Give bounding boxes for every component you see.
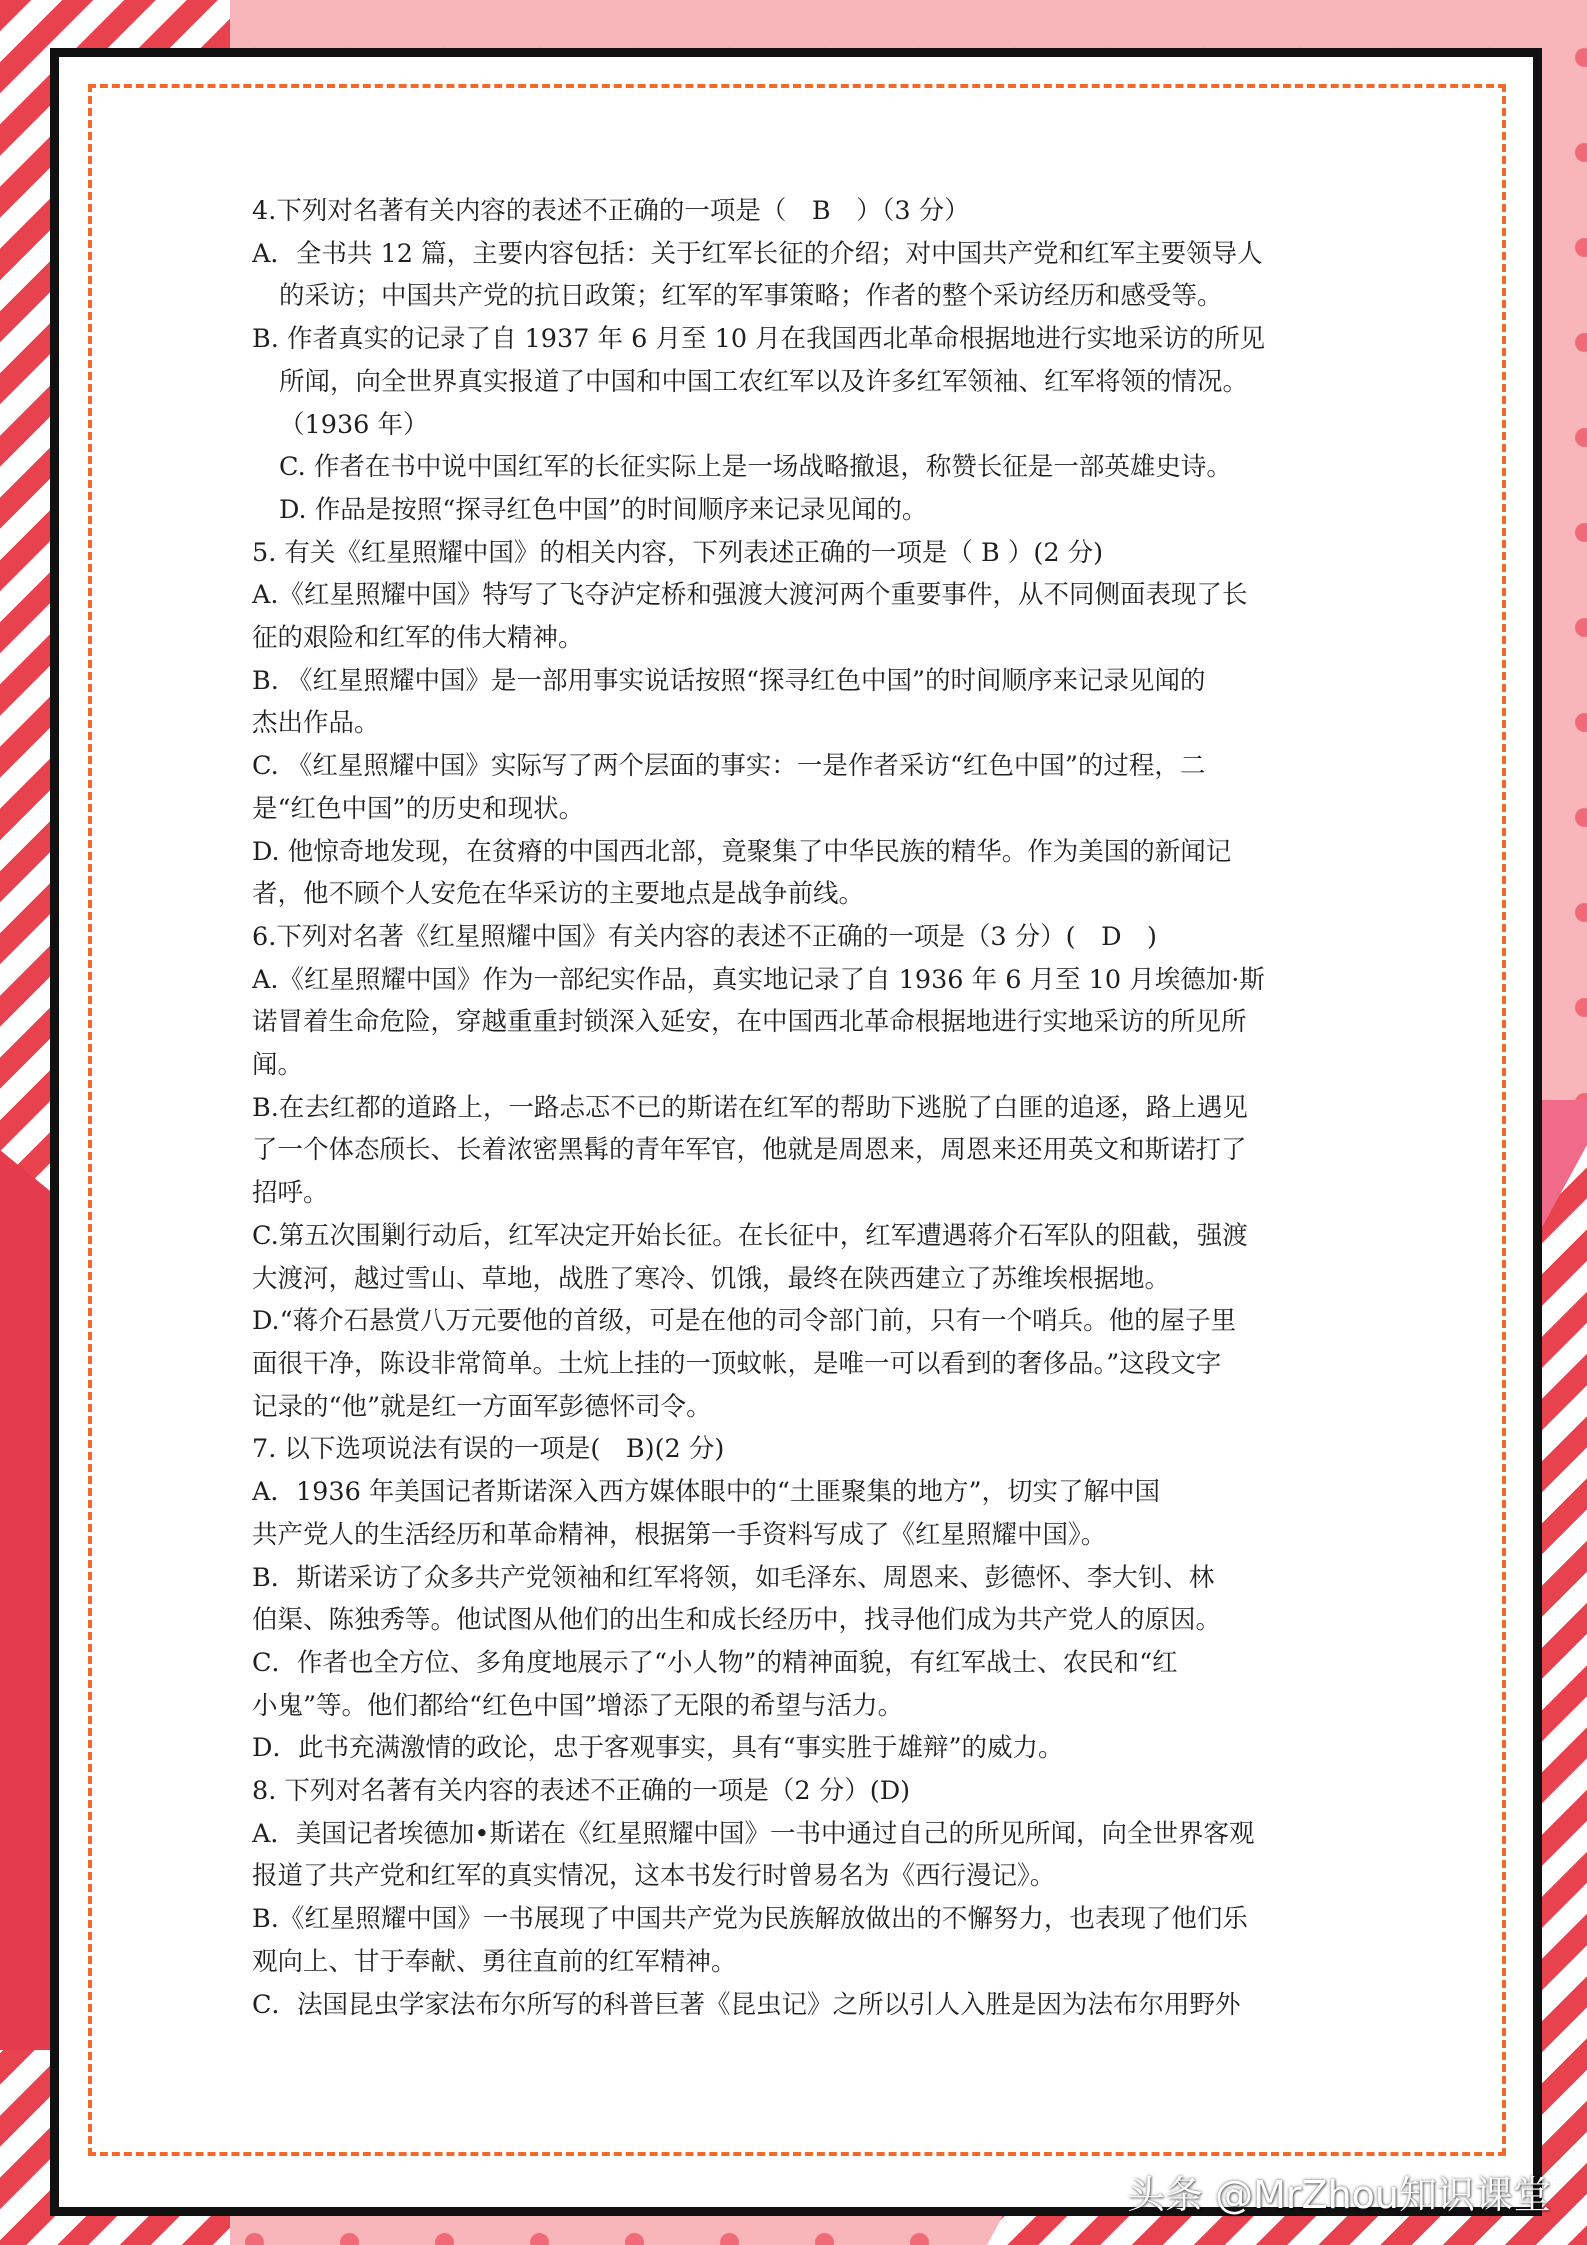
q5-option-b: B. 《红星照耀中国》是一部用事实说话按照“探寻红色中国”的时间顺序来记录见闻的 (252, 665, 1206, 696)
q8-option-c: C．法国昆虫学家法布尔所写的科普巨著《昆虫记》之所以引人入胜是因为法布尔用野外 (252, 1989, 1241, 2020)
q4-option-b: B. 作者真实的记录了自 1937 年 6 月至 10 月在我国西北革命根据地进行实地采访的所见 (252, 324, 1266, 355)
q7-option-c-cont: 小鬼”等。他们都给“红色中国”增添了无限的希望与活力。 (252, 1690, 904, 1721)
q8-option-a: A．美国记者埃德加•斯诺在《红星照耀中国》一书中通过自己的所见所闻，向全世界客观 (252, 1818, 1255, 1849)
q4-option-a-cont: 的采访；中国共产党的抗日政策；红军的军事策略；作者的整个采访经历和感受等。 (279, 281, 1223, 312)
q6-option-b-cont: 了一个体态颀长、长着浓密黑髯的青年军官，他就是周恩来，周恩来还用英文和斯诺打了 (252, 1135, 1247, 1166)
q7-option-c: C．作者也全方位、多角度地展示了“小人物”的精神面貌，有红军战士、农民和“红 (252, 1647, 1178, 1678)
q5-option-c: C. 《红星照耀中国》实际写了两个层面的事实：一是作者采访“红色中国”的过程，二 (252, 751, 1206, 782)
q8-option-b-cont: 观向上、甘于奉献、勇往直前的红军精神。 (252, 1946, 737, 1977)
q7-option-a-cont: 共产党人的生活经历和革命精神，根据第一手资料写成了《红星照耀中国》。 (252, 1519, 1107, 1550)
question-text (252, 190, 1340, 2026)
q6-option-c: C.第五次围剿行动后，红军决定开始长征。在长征中，红军遭遇蒋介石军队的阻截，强渡 (252, 1220, 1248, 1251)
q5-option-d-cont: 者，他不顾个人安危在华采访的主要地点是战争前线。 (252, 879, 865, 910)
q7-option-b: B．斯诺采访了众多共产党领袖和红军将领，如毛泽东、周恩来、彭德怀、李大钊、林 (252, 1562, 1215, 1593)
q6-option-d-cont2: 记录的“他”就是红一方面军彭德怀司令。 (252, 1391, 712, 1422)
q6-option-a-cont2: 闻。 (252, 1050, 304, 1081)
q6-option-c-cont: 大渡河，越过雪山、草地，战胜了寒冷、饥饿，最终在陕西建立了苏维埃根据地。 (252, 1263, 1171, 1294)
q4-option-b-cont: 所闻，向全世界真实报道了中国和中国工农红军以及许多红军领袖、红军将领的情况。 (279, 366, 1249, 397)
q5-option-c-cont: 是“红色中国”的历史和现状。 (252, 793, 585, 824)
q4-option-a: A．全书共 12 篇，主要内容包括：关于红军长征的介绍；对中国共产党和红军主要领导人 (252, 238, 1263, 269)
q4-option-c: C. 作者在书中说中国红军的长征实际上是一场战略撤退，称赞长征是一部英雄史诗。 (279, 452, 1232, 483)
q4-option-d: D. 作品是按照“探寻红色中国”的时间顺序来记录见闻的。 (279, 494, 928, 525)
q6-option-a: A.《红星照耀中国》作为一部纪实作品，真实地记录了自 1936 年 6 月至 10 月埃德加·斯 (252, 964, 1265, 995)
q6-option-d-cont: 面很干净，陈设非常简单。土炕上挂的一顶蚊帐，是唯一可以看到的奢侈品。”这段文字 (252, 1348, 1222, 1379)
q5-option-a: A.《红星照耀中国》特写了飞夺泸定桥和强渡大渡河两个重要事件，从不同侧面表现了长 (252, 580, 1248, 611)
q8-option-a-cont: 报道了共产党和红军的真实情况，这本书发行时曾易名为《西行漫记》。 (252, 1861, 1056, 1892)
q6-option-b-cont2: 招呼。 (252, 1178, 329, 1209)
q8-option-b: B.《红星照耀中国》一书展现了中国共产党为民族解放做出的不懈努力，也表现了他们乐 (252, 1904, 1248, 1935)
q4-stem: 4.下列对名著有关内容的表述不正确的一项是（ B ）（3 分） (252, 196, 970, 226)
q6-stem: 6.下列对名著《红星照耀中国》有关内容的表述不正确的一项是（3 分）( D ) (252, 921, 1158, 952)
q6-option-d: D.“蒋介石悬赏八万元要他的首级，可是在他的司令部门前，只有一个哨兵。他的屋子里 (252, 1306, 1237, 1337)
q7-option-a: A．1936 年美国记者斯诺深入西方媒体眼中的“土匪聚集的地方”，切实了解中国 (252, 1477, 1160, 1508)
q6-option-a-cont: 诺冒着生命危险，穿越重重封锁深入延安，在中国西北革命根据地进行实地采访的所见所 (252, 1007, 1247, 1038)
q4-option-b-note: （1936 年） (279, 409, 429, 440)
q6-option-b: B.在去红都的道路上，一路忐忑不已的斯诺在红军的帮助下逃脱了白匪的追逐，路上遇见 (252, 1092, 1248, 1123)
q5-option-b-cont: 杰出作品。 (252, 708, 380, 739)
q5-option-d: D. 他惊奇地发现，在贫瘠的中国西北部，竟聚集了中华民族的精华。作为美国的新闻记 (252, 836, 1232, 867)
q8-stem: 8. 下列对名著有关内容的表述不正确的一项是（2 分）(D) (252, 1776, 911, 1807)
q7-option-b-cont: 伯渠、陈独秀等。他试图从他们的出生和成长经历中，找寻他们成为共产党人的原因。 (252, 1605, 1222, 1636)
q5-option-a-cont: 征的艰险和红军的伟大精神。 (252, 623, 584, 654)
q7-stem: 7. 以下选项说法有误的一项是( B)(2 分) (252, 1434, 725, 1465)
q5-stem: 5. 有关《红星照耀中国》的相关内容，下列表述正确的一项是（ B ）(2 分) (252, 537, 1104, 568)
watermark: 头条 @MrZhou知识课堂 (1127, 2173, 1551, 2217)
q7-option-d: D．此书充满激情的政论，忠于客观事实，具有“事实胜于雄辩”的威力。 (252, 1733, 1064, 1764)
